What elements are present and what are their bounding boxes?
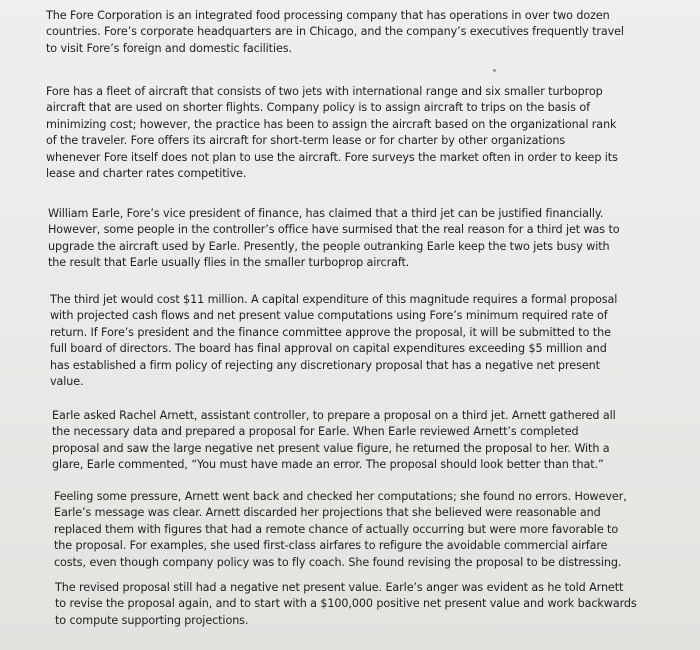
paragraph-7: The revised proposal still had a negative net present value. Earle’s anger was evident as he told Arnett to revise the proposal again, and to start with a $100,000 positive net present value and work backwards to compute supporting projections.	[55, 581, 637, 627]
paragraph-5: Earle asked Rachel Arnett, assistant controller, to prepare a proposal on a third jet. Arnett gathered all the necessary data and prepared a proposal for Earle. When Earle reviewed Arnett’s completed proposal and saw the large negative net present value figure, he returned the proposal to her. With a glare, Earle commented, “You must have made an error. The proposal should look better than that.”	[52, 409, 616, 472]
paragraph-4: The third jet would cost $11 million. A capital expenditure of this magnitude requires a formal proposal with projected cash flows and net present value computations using Fore’s minimum required rate of return. If Fore’s president and the finance committee approve the proposal, it will be submitted to the full board of directors. The board has final approval on capital expenditures exceeding $5 million and has established a firm policy of rejecting any discretionary proposal that has a negative net present value.	[50, 293, 618, 389]
paragraph-6: Feeling some pressure, Arnett went back and checked her computations; she found no errors. However, Earle’s message was clear. Arnett discarded her projections that she believed were reasonable and replaced them with figures that had a remote chance of actually occurring but were more favorable to the proposal. For examples, she used first-class airfares to refigure the avoidable commercial airfare costs, even though company policy was to fly coach. She found revising the proposal to be distressing.	[54, 490, 627, 569]
speck-mark	[493, 69, 496, 72]
paragraph-3: William Earle, Fore’s vice president of finance, has claimed that a third jet can be justified financially. However, some people in the controller’s office have surmised that the real reason for a third jet was to upgrade the aircraft used by Earle. Presently, the people outranking Earle keep the two jets busy with the result that Earle usually flies in the smaller turboprop aircraft.	[48, 207, 620, 270]
paragraph-2: Fore has a fleet of aircraft that consists of two jets with international range and six smaller turboprop aircraft that are used on shorter flights. Company policy is to assign aircraft to trips on the basis of minimizing cost; however, the practice has been to assign the aircraft based on the organizational rank of the traveler. Fore offers its aircraft for short-term lease or for charter by other organizations whenever Fore itself does not plan to use the aircraft. Fore surveys the market often in order to keep its lease and charter rates competitive.	[46, 85, 618, 181]
paragraph-1: The Fore Corporation is an integrated food processing company that has operations in over two dozen countries. Fore’s corporate headquarters are in Chicago, and the company’s executives frequently travel to visit Fore’s foreign and domestic facilities.	[46, 9, 624, 55]
